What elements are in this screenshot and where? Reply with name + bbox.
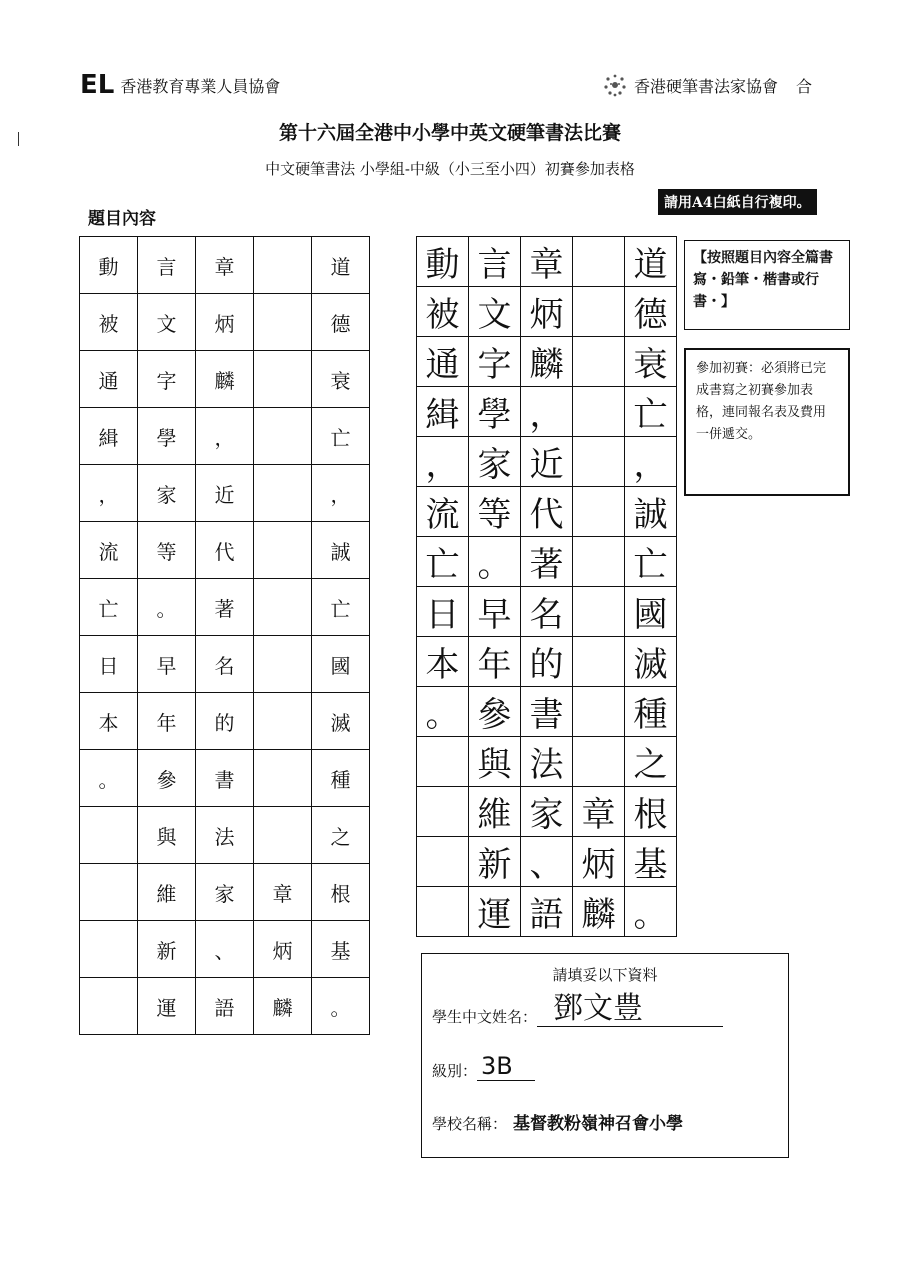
handwriting-cell: 學 (469, 387, 521, 437)
student-info-form (421, 953, 789, 1158)
handwriting-row (417, 887, 677, 937)
handwriting-cell: 運 (469, 887, 521, 937)
handwriting-cell: 通 (417, 337, 469, 387)
right-organization-header (600, 72, 812, 98)
passage-cell: 亡 (312, 579, 370, 636)
handwriting-cell: 亡 (625, 537, 677, 587)
handwriting-cell (417, 737, 469, 787)
handwriting-cell: 根 (625, 787, 677, 837)
passage-cell: 炳 (196, 294, 254, 351)
passage-cell: 家 (196, 864, 254, 921)
handwriting-cell (573, 437, 625, 487)
passage-cell: 字 (138, 351, 196, 408)
hkpte-logo-icon: EL (80, 70, 115, 100)
handwriting-cell: 炳 (521, 287, 573, 337)
passage-cell: 衰 (312, 351, 370, 408)
right-organization-suffix: 合 (796, 76, 813, 96)
passage-cell: 動 (80, 237, 138, 294)
passage-cell: 維 (138, 864, 196, 921)
passage-cell: 亡 (312, 408, 370, 465)
handwriting-row (417, 387, 677, 437)
handwriting-cell: 德 (625, 287, 677, 337)
passage-cell: 緝 (80, 408, 138, 465)
passage-cell: 與 (138, 807, 196, 864)
handwriting-row (417, 737, 677, 787)
name-label: 學生中文姓名： (432, 1008, 538, 1026)
handwriting-cell (417, 787, 469, 837)
passage-cell: 文 (138, 294, 196, 351)
photocopy-notice: 請用A4白紙自行複印。 (658, 189, 817, 215)
school-label: 學校名稱： (432, 1115, 508, 1133)
handwriting-row (417, 637, 677, 687)
passage-row (80, 750, 370, 807)
passage-row (80, 465, 370, 522)
handwriting-cell: 麟 (573, 887, 625, 937)
handwriting-cell: 動 (417, 237, 469, 287)
handwriting-cell: ， (625, 437, 677, 487)
passage-cell: 早 (138, 636, 196, 693)
passage-cell: 語 (196, 978, 254, 1035)
passage-cell (254, 408, 312, 465)
handwriting-cell (573, 287, 625, 337)
passage-cell: 近 (196, 465, 254, 522)
handwriting-row (417, 437, 677, 487)
handwriting-cell: 流 (417, 487, 469, 537)
passage-cell (254, 579, 312, 636)
handwriting-cell: 年 (469, 637, 521, 687)
handwriting-cell: 字 (469, 337, 521, 387)
handwriting-cell (573, 387, 625, 437)
passage-cell: 代 (196, 522, 254, 579)
passage-cell: 名 (196, 636, 254, 693)
passage-cell: 著 (196, 579, 254, 636)
left-organization-header (80, 70, 280, 100)
passage-row (80, 693, 370, 750)
passage-row (80, 864, 370, 921)
passage-cell: 。 (312, 978, 370, 1035)
passage-row (80, 351, 370, 408)
passage-cell: 的 (196, 693, 254, 750)
handwriting-cell: 。 (417, 687, 469, 737)
handwriting-cell: 滅 (625, 637, 677, 687)
handwriting-cell: 緝 (417, 387, 469, 437)
passage-cell: ， (312, 465, 370, 522)
handwriting-cell: 書 (521, 687, 573, 737)
passage-cell: 家 (138, 465, 196, 522)
handwriting-cell (573, 637, 625, 687)
passage-cell: 參 (138, 750, 196, 807)
handwriting-cell (573, 737, 625, 787)
passage-cell: ， (196, 408, 254, 465)
passage-cell (254, 294, 312, 351)
passage-cell (80, 864, 138, 921)
school-row (432, 1109, 683, 1134)
handwriting-cell: 。 (469, 537, 521, 587)
handwriting-cell: 本 (417, 637, 469, 687)
handwriting-grid (416, 236, 677, 937)
instruction-box: 【按照題目內容全篇書寫・鉛筆・楷書或行書・】 (684, 240, 850, 330)
handwriting-cell: 文 (469, 287, 521, 337)
passage-cell: 種 (312, 750, 370, 807)
handwriting-cell: 維 (469, 787, 521, 837)
passage-cell: 亡 (80, 579, 138, 636)
school-field[interactable]: 基督教粉嶺神召會小學 (513, 1114, 684, 1134)
passage-cell: 基 (312, 921, 370, 978)
passage-cell: 章 (254, 864, 312, 921)
form-subtitle: 中文硬筆書法 小學組-中級（小三至小四）初賽參加表格 (265, 160, 635, 178)
passage-row (80, 807, 370, 864)
handwriting-cell: 等 (469, 487, 521, 537)
passage-cell: 之 (312, 807, 370, 864)
handwriting-cell: ， (521, 387, 573, 437)
passage-cell: 德 (312, 294, 370, 351)
handwriting-row (417, 587, 677, 637)
handwriting-row (417, 837, 677, 887)
competition-title: 第十六屆全港中小學中英文硬筆書法比賽 (278, 122, 621, 144)
passage-cell: 章 (196, 237, 254, 294)
section-label: 題目內容 (88, 209, 156, 229)
handwriting-cell (573, 587, 625, 637)
passage-cell: 本 (80, 693, 138, 750)
passage-cell: 新 (138, 921, 196, 978)
handwriting-row (417, 337, 677, 387)
passage-cell (254, 237, 312, 294)
handwriting-cell: 言 (469, 237, 521, 287)
handwriting-cell: 國 (625, 587, 677, 637)
handwriting-cell: 著 (521, 537, 573, 587)
handwriting-cell: 名 (521, 587, 573, 637)
handwriting-cell: 。 (625, 887, 677, 937)
passage-cell (80, 807, 138, 864)
handwriting-cell: 家 (521, 787, 573, 837)
handwriting-cell: 、 (521, 837, 573, 887)
handwriting-cell (573, 687, 625, 737)
passage-cell: 道 (312, 237, 370, 294)
passage-cell: 被 (80, 294, 138, 351)
passage-row (80, 978, 370, 1035)
handwriting-cell: 基 (625, 837, 677, 887)
passage-cell (254, 636, 312, 693)
passage-cell (254, 807, 312, 864)
passage-cell: 言 (138, 237, 196, 294)
handwriting-row (417, 237, 677, 287)
handwriting-cell: 道 (625, 237, 677, 287)
passage-row (80, 579, 370, 636)
handwriting-cell: ， (417, 437, 469, 487)
passage-cell: ， (80, 465, 138, 522)
handwriting-cell: 與 (469, 737, 521, 787)
passage-row (80, 294, 370, 351)
handwriting-row (417, 487, 677, 537)
passage-cell (254, 522, 312, 579)
right-organization-name: 香港硬筆書法家協會 (634, 76, 779, 96)
handwriting-row (417, 287, 677, 337)
passage-grid (79, 236, 370, 1035)
class-row (432, 1052, 535, 1081)
passage-cell: 年 (138, 693, 196, 750)
handwriting-row (417, 787, 677, 837)
handwriting-cell: 之 (625, 737, 677, 787)
handwriting-cell: 亡 (417, 537, 469, 587)
passage-cell: 通 (80, 351, 138, 408)
handwriting-cell (417, 837, 469, 887)
passage-cell: 誠 (312, 522, 370, 579)
handwriting-cell: 家 (469, 437, 521, 487)
handwriting-cell: 章 (521, 237, 573, 287)
handwriting-cell (573, 237, 625, 287)
handwriting-cell: 法 (521, 737, 573, 787)
info-form-heading: 請填妥以下資料 (552, 966, 658, 984)
handwriting-cell (573, 487, 625, 537)
handwriting-cell: 新 (469, 837, 521, 887)
passage-cell: 根 (312, 864, 370, 921)
handwriting-cell: 代 (521, 487, 573, 537)
passage-cell: 、 (196, 921, 254, 978)
handwriting-cell: 麟 (521, 337, 573, 387)
handwriting-cell: 的 (521, 637, 573, 687)
handwriting-cell (417, 887, 469, 937)
class-label: 級別： (432, 1062, 478, 1080)
passage-row (80, 921, 370, 978)
handwriting-cell: 早 (469, 587, 521, 637)
handwriting-cell: 參 (469, 687, 521, 737)
class-field[interactable]: 3B (477, 1052, 535, 1081)
passage-cell: 等 (138, 522, 196, 579)
passage-row (80, 408, 370, 465)
passage-cell (80, 921, 138, 978)
passage-cell (254, 750, 312, 807)
passage-row (80, 636, 370, 693)
handwriting-cell: 章 (573, 787, 625, 837)
passage-cell: 麟 (254, 978, 312, 1035)
name-row (432, 992, 723, 1027)
passage-cell: 炳 (254, 921, 312, 978)
handwriting-cell: 衰 (625, 337, 677, 387)
handwriting-cell: 語 (521, 887, 573, 937)
handwriting-row (417, 537, 677, 587)
passage-cell: 。 (80, 750, 138, 807)
handwriting-cell (573, 337, 625, 387)
handwriting-cell: 日 (417, 587, 469, 637)
passage-cell: 運 (138, 978, 196, 1035)
passage-cell: 滅 (312, 693, 370, 750)
passage-cell: 。 (138, 579, 196, 636)
name-field[interactable]: 鄧文豊 (537, 992, 723, 1027)
handwriting-cell: 誠 (625, 487, 677, 537)
passage-cell (254, 693, 312, 750)
submission-box: 參加初賽：必須將已完成書寫之初賽參加表格，連同報名表及費用一併遞交。 (684, 348, 850, 496)
handwriting-cell (573, 537, 625, 587)
handwriting-cell: 種 (625, 687, 677, 737)
handwriting-cell: 被 (417, 287, 469, 337)
passage-cell (254, 465, 312, 522)
handwriting-cell: 炳 (573, 837, 625, 887)
passage-cell (254, 351, 312, 408)
passage-cell: 國 (312, 636, 370, 693)
handwriting-row (417, 687, 677, 737)
passage-cell: 流 (80, 522, 138, 579)
left-organization-name: 香港教育專業人員協會 (120, 76, 281, 96)
passage-cell: 日 (80, 636, 138, 693)
passage-cell (80, 978, 138, 1035)
handwriting-cell: 近 (521, 437, 573, 487)
calligraphy-seal-icon (600, 72, 630, 98)
passage-cell: 學 (138, 408, 196, 465)
passage-cell: 法 (196, 807, 254, 864)
passage-cell: 書 (196, 750, 254, 807)
handwriting-cell: 亡 (625, 387, 677, 437)
passage-row (80, 522, 370, 579)
passage-cell: 麟 (196, 351, 254, 408)
passage-row (80, 237, 370, 294)
